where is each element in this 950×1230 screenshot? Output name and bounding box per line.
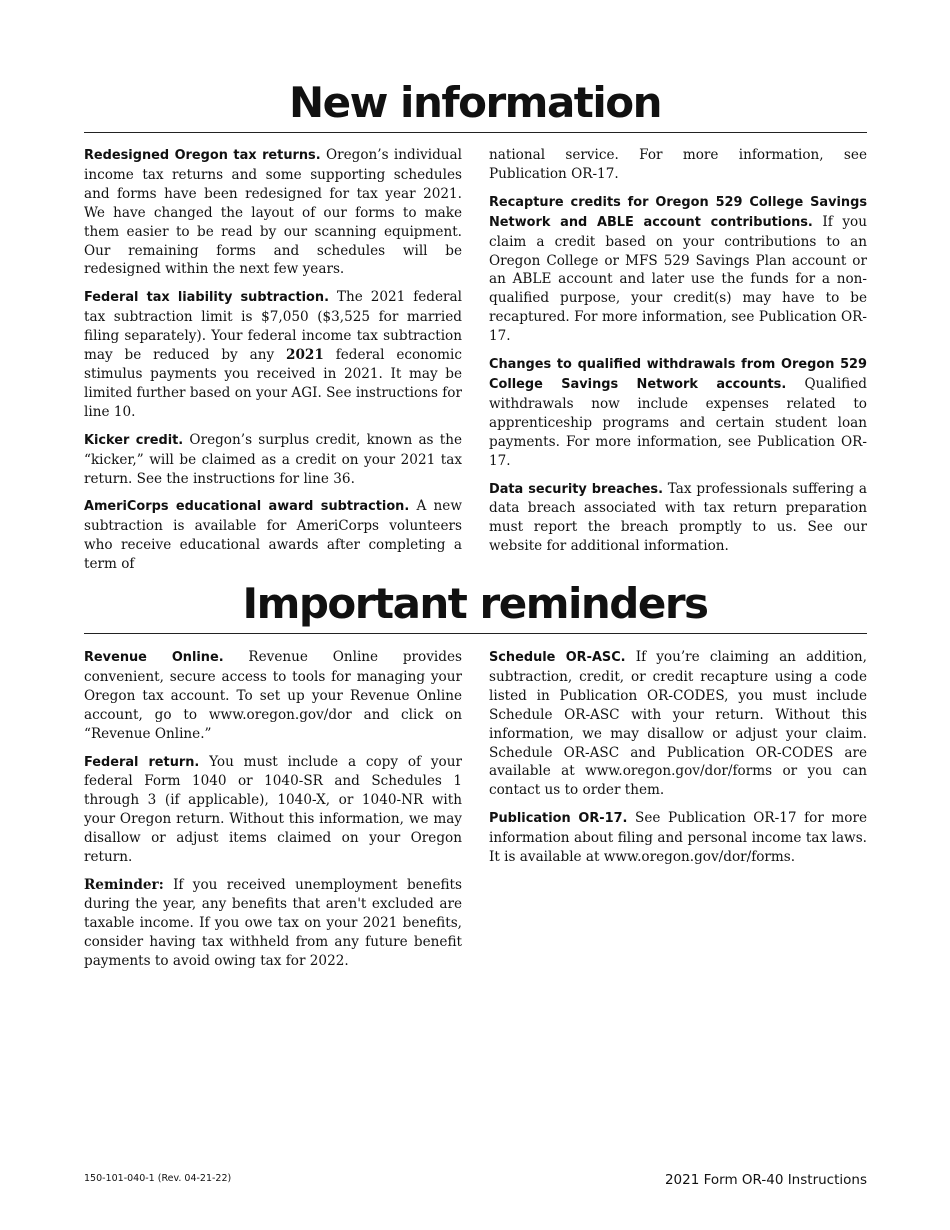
paragraph-qualified-withdrawals [489,355,867,470]
paragraph-text: The 2021 federal tax subtraction limit is $7,050 ($3,525 for married filing separately). Your federal income tax subtraction may be reduced by any [84,289,462,364]
paragraph-americorps-continued [489,146,867,184]
paragraph-text: You must include a copy of your federal Form 1040 or 1040-SR and Schedules 1 through 3 (if applicable), 1040-X, or 1040-NR with your Oregon return. Without this information, we may disallow or adjust items claimed on your Oregon return. [84,753,462,866]
paragraph-schedule-or-asc [489,648,867,800]
section-title-important-reminders: Important reminders [242,579,708,628]
paragraph-heading: Publication OR-17. [489,811,628,827]
reminders-left-column [84,648,462,980]
section-divider [84,132,867,133]
form-code: 150-101-040-1 (Rev. 04-21-22) [84,1173,232,1184]
paragraph-text: If you received unemployment benefits during the year, any benefits that aren't excluded are taxable income. If you owe tax on your 2021 benefits, consider having tax withheld from any future benefit payments to avoid owing tax for 2022. [84,876,462,969]
paragraph-federal-tax-liability [84,288,462,421]
paragraph-heading: Kicker credit. [84,432,184,448]
paragraph-text: national service. For more information, see Publication OR-17. [489,147,867,182]
paragraph-bold-year: 2021 [286,347,324,364]
paragraph-text: Oregon’s surplus credit, known as the “kicker,” will be claimed as a credit on your 2021 tax return. See the instructions for line 36. [84,431,463,487]
paragraph-text: A new subtraction is available for AmeriCorps volunteers who receive educational awards after completing a term of [84,498,462,573]
new-info-right-column [489,146,867,565]
paragraph-text: federal economic stimulus payments you received in 2021. It may be limited further based on your AGI. See instructions for line 10. [84,347,462,420]
section-divider [84,633,867,634]
paragraph-redesigned-returns [84,146,462,279]
paragraph-americorps [84,497,462,574]
paragraph-text: Revenue Online provides convenient, secure access to tools for managing your Oregon tax account. To set up your Revenue Online account, go to www.oregon.gov/dor and click on “Revenue Online.” [84,649,462,742]
paragraph-publication-or-17 [489,809,867,867]
form-title: 2021 Form OR-40 Instructions [664,1172,867,1188]
paragraph-data-security [489,480,867,557]
paragraph-heading: Schedule OR-ASC. [489,650,626,665]
paragraph-text: Tax professionals suffering a data breach associated with tax return preparation must report the breach promptly to us. See our website for additional information. [489,480,868,555]
paragraph-reminder [84,876,462,971]
paragraph-recapture-credits [489,193,867,346]
paragraph-text: Qualified withdrawals now include expenses related to apprenticeship programs and certain student loan payments. For more information, see Publication OR-17. [489,375,867,469]
paragraph-text: If you’re claiming an addition, subtraction, credit, or credit recapture using a code listed in Publication OR-CODES, you must include Schedule OR-ASC with your return. Without this information, we may disallow or adjust your claim. Schedule OR-ASC and Publication OR-CODES are available at www.oregon.gov/dor/forms or you can contact us to order them. [489,649,867,799]
paragraph-text: If you claim a credit based on your contributions to an Oregon College or MFS 529 Savings Plan account or an ABLE account and later use the funds for a non-qualified purpose, your credit(s) may have to be recaptured. For more information, see Publication OR-17. [489,213,867,345]
paragraph-heading: Federal tax liability subtraction. [84,290,329,306]
section-title-new-information: New information [288,78,662,127]
paragraph-text: Oregon’s individual income tax returns and some supporting schedules and forms have been redesigned for tax year 2021. We have changed the layout of our forms to make them easier to be read by our scanning equipment. Our remaining forms and schedules will be redesigned within the next few years. [84,147,462,278]
paragraph-heading: Federal return. [84,754,200,770]
paragraph-heading: Redesigned Oregon tax returns. [84,148,321,163]
paragraph-revenue-online [84,648,462,744]
paragraph-heading: Reminder: [84,876,164,893]
paragraph-heading: AmeriCorps educational award subtraction. [84,499,410,515]
paragraph-heading: Data security breaches. [489,481,663,497]
paragraph-kicker-credit [84,431,462,489]
paragraph-heading: Changes to qualified withdrawals from Oregon 529 College Savings Network accounts. [489,357,867,392]
reminders-right-column [489,648,867,876]
paragraph-text: See Publication OR-17 for more information about filing and personal income tax laws. It is available at www.oregon.gov/dor/forms. [489,810,867,866]
paragraph-federal-return [84,753,462,867]
paragraph-heading: Recapture credits for Oregon 529 College Savings Network and ABLE account contributions. [489,194,867,230]
paragraph-heading: Revenue Online. [84,650,224,665]
new-info-left-column [84,146,462,583]
